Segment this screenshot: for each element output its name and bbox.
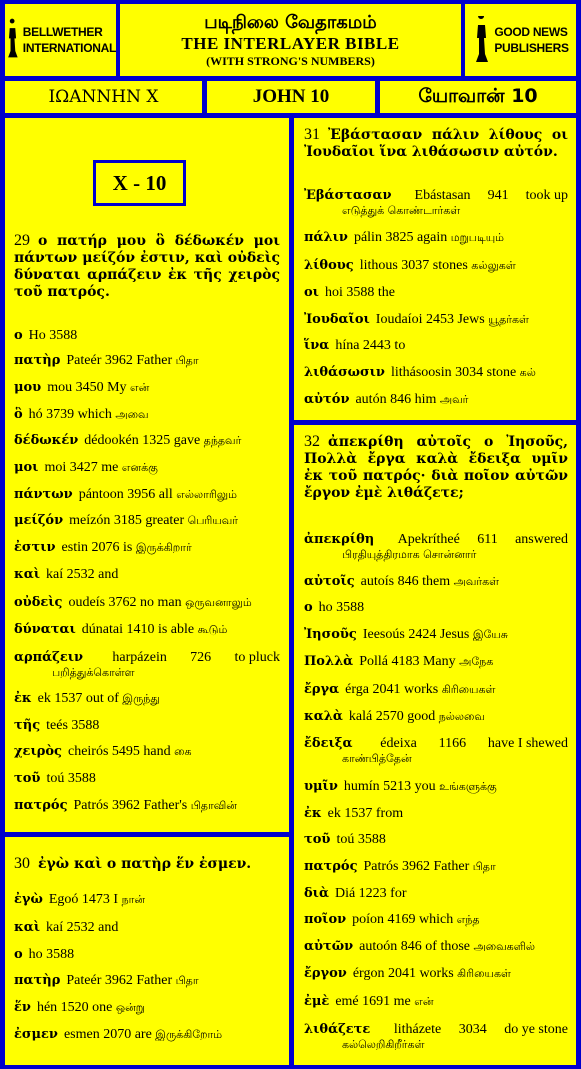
verse-30-text-block bbox=[14, 855, 280, 873]
word-row bbox=[14, 486, 237, 503]
praying-figure-icon bbox=[5, 16, 21, 64]
greek-word: υμῖν bbox=[304, 779, 338, 794]
transliteration: ek 1537 from bbox=[327, 806, 404, 821]
tamil-gloss: அவர் bbox=[436, 393, 469, 406]
word-row bbox=[14, 1026, 222, 1043]
word-row bbox=[304, 599, 364, 616]
greek-word: καὶ bbox=[14, 920, 41, 935]
right-logo-text bbox=[494, 24, 568, 56]
transliteration: Egoó 1473 I bbox=[48, 892, 119, 907]
transliteration-part: 611 bbox=[477, 532, 498, 547]
word-row bbox=[14, 512, 238, 529]
word-row bbox=[304, 573, 499, 590]
word-row bbox=[14, 621, 227, 638]
greek-word: ἐκ bbox=[14, 691, 32, 706]
greek-word: λιθάζετε bbox=[304, 1022, 371, 1037]
greek-word: αὐτοῖς bbox=[304, 574, 355, 589]
tamil-gloss: இயேசு bbox=[469, 628, 508, 641]
word-row bbox=[14, 327, 77, 344]
title-header bbox=[120, 4, 461, 76]
greek-word: ο bbox=[304, 600, 313, 615]
nav-greek-book: ΙΩΑΝΝΗΝ Χ bbox=[5, 81, 202, 113]
word-row bbox=[304, 965, 511, 982]
word-row bbox=[304, 337, 405, 354]
word-row bbox=[304, 364, 536, 381]
tamil-gloss: பிதா bbox=[469, 860, 496, 873]
word-row bbox=[304, 993, 434, 1010]
greek-word: Ἰησοῦς bbox=[304, 627, 357, 642]
tamil-gloss: நான் bbox=[118, 893, 146, 906]
transliteration: dúnatai 1410 is able bbox=[81, 622, 195, 637]
greek-word: διὰ bbox=[304, 886, 329, 901]
word-row bbox=[304, 187, 568, 204]
tamil-gloss: அநேக bbox=[455, 655, 494, 668]
transliteration-part: do ye stone bbox=[504, 1022, 568, 1037]
greek-word: πάντων bbox=[14, 487, 73, 502]
greek-word: καλὰ bbox=[304, 709, 343, 724]
tamil-gloss: கிரியைகள் bbox=[438, 683, 496, 696]
verse-31-text-block bbox=[304, 126, 568, 161]
word-row bbox=[14, 999, 145, 1016]
transliteration: estin 2076 is bbox=[61, 540, 133, 555]
transliteration: érga 2041 works bbox=[345, 682, 439, 697]
word-row bbox=[14, 539, 192, 556]
greek-word: ἔδειξα bbox=[304, 736, 353, 751]
greek-word: ἕν bbox=[14, 1000, 31, 1015]
transliteration-part: Ebástasan bbox=[414, 188, 471, 203]
word-row bbox=[14, 649, 280, 666]
greek-word: καὶ bbox=[14, 567, 41, 582]
greek-word: ἔργον bbox=[304, 966, 347, 981]
transliteration-part: harpázein bbox=[112, 650, 167, 665]
greek-word: τοῦ bbox=[304, 832, 331, 847]
transliteration: hína 2443 to bbox=[335, 338, 406, 353]
transliteration-part: 1166 bbox=[438, 736, 467, 751]
transliteration-part: édeixa bbox=[380, 736, 417, 751]
right-logo-line-1: GOOD NEWS bbox=[494, 25, 568, 39]
tamil-gloss: மறுபடியும் bbox=[447, 231, 505, 244]
greek-word: αὐτῶν bbox=[304, 939, 354, 954]
tamil-gloss: பிதா bbox=[172, 974, 199, 987]
transliteration: mou 3450 My bbox=[47, 380, 127, 395]
tamil-gloss: ஒருவனாலும் bbox=[181, 596, 252, 609]
transliteration: pántoon 3956 all bbox=[78, 487, 173, 502]
greek-word: δέδωκέν bbox=[14, 433, 79, 448]
title-tamil: படிநிலை வேதாகமம் bbox=[204, 12, 377, 33]
transliteration-part: 726 bbox=[190, 650, 212, 665]
greek-word: αρπάζειν bbox=[14, 650, 84, 665]
transliteration: Patrós 3962 Father's bbox=[73, 798, 188, 813]
tamil-gloss: பிரதியுத்திரமாக சொன்னார் bbox=[342, 548, 477, 561]
transliteration: Diá 1223 for bbox=[334, 886, 407, 901]
transliteration: Pateér 3962 Father bbox=[66, 353, 173, 368]
greek-word: δύναται bbox=[14, 622, 76, 637]
verse-text: ἐγὼ καὶ ο πατὴρ ἕν ἐσμεν. bbox=[38, 856, 252, 872]
word-row bbox=[304, 531, 568, 548]
chapter-label: X - 10 bbox=[93, 160, 186, 206]
transliteration: lithous 3037 stones bbox=[359, 258, 468, 273]
word-row bbox=[304, 858, 496, 875]
greek-word: Ἐβάστασαν bbox=[304, 188, 392, 203]
transliteration: cheirós 5495 hand bbox=[67, 744, 171, 759]
word-row bbox=[14, 690, 160, 707]
word-row bbox=[14, 459, 158, 476]
greek-word: χειρὸς bbox=[14, 744, 62, 759]
tamil-gloss: பறித்துக்கொள்ள bbox=[52, 666, 135, 679]
transliteration: Ieesoús 2424 Jesus bbox=[362, 627, 470, 642]
transliteration: lithásoosin 3034 stone bbox=[390, 365, 517, 380]
word-row bbox=[304, 653, 493, 670]
transliteration: autoís 846 them bbox=[360, 574, 451, 589]
greek-word: πατρός bbox=[14, 798, 68, 813]
greek-word: Ἰουδαῖοι bbox=[304, 312, 370, 327]
transliteration-part: answered bbox=[515, 532, 568, 547]
left-logo-line-1: BELLWETHER bbox=[22, 25, 103, 39]
tamil-gloss: உங்களுக்கு bbox=[435, 780, 497, 793]
word-row bbox=[14, 797, 237, 814]
word-row bbox=[304, 391, 468, 408]
transliteration: érgon 2041 works bbox=[352, 966, 454, 981]
transliteration: hén 1520 one bbox=[36, 1000, 113, 1015]
word-row bbox=[14, 594, 252, 611]
greek-word: ἐμὲ bbox=[304, 994, 330, 1009]
transliteration: Pateér 3962 Father bbox=[66, 973, 173, 988]
tamil-gloss: பெரியவர் bbox=[184, 514, 239, 527]
transliteration: ho 3588 bbox=[28, 947, 75, 962]
tamil-gloss: ஒன்று bbox=[112, 1001, 145, 1014]
transliteration: kalá 2570 good bbox=[348, 709, 436, 724]
transliteration: ho 3588 bbox=[318, 600, 365, 615]
word-row bbox=[304, 681, 495, 698]
word-row bbox=[14, 406, 149, 423]
tamil-gloss: பிதாவின் bbox=[187, 799, 237, 812]
word-row bbox=[14, 891, 145, 908]
greek-word: ἔργα bbox=[304, 682, 340, 697]
greek-word: οὐδεὶς bbox=[14, 595, 63, 610]
verse-32-text-block bbox=[304, 433, 568, 502]
word-row bbox=[14, 352, 199, 369]
greek-word: οι bbox=[304, 285, 319, 300]
verse-text: ἀπεκρίθη αὐτοῖς ο Ἰησοῦς, Πολλὰ ἔργα καλὰ ἔδειξα υμῖν ἐκ τοῦ πατρός· διὰ ποῖον αὐτῶν ἔργον ἐμὲ λιθάζετε; bbox=[304, 434, 568, 501]
greek-word: λιθάσωσιν bbox=[304, 365, 385, 380]
greek-word: ἐκ bbox=[304, 806, 322, 821]
tamil-gloss: நல்லவை bbox=[435, 710, 485, 723]
verse-number: 30 bbox=[14, 855, 30, 872]
transliteration: Pollá 4183 Many bbox=[359, 654, 456, 669]
transliteration: dédookén 1325 gave bbox=[84, 433, 201, 448]
word-row bbox=[14, 566, 118, 583]
nav-tamil-book: யோவான் 10 bbox=[380, 81, 576, 113]
bellwether-logo bbox=[5, 4, 116, 76]
word-row bbox=[304, 626, 508, 643]
greek-word: λίθους bbox=[304, 258, 354, 273]
tamil-gloss: கிரியைகள் bbox=[453, 967, 511, 980]
greek-word: ἐγὼ bbox=[14, 892, 43, 907]
greek-word: Πολλὰ bbox=[304, 654, 354, 669]
tamil-gloss: எனக்கு bbox=[118, 461, 158, 474]
word-row bbox=[304, 257, 516, 274]
tamil-gloss: தந்தவர் bbox=[200, 434, 242, 447]
greek-word: μείζόν bbox=[14, 513, 64, 528]
nav-english-book: JOHN 10 bbox=[207, 81, 375, 113]
transliteration: toú 3588 bbox=[336, 832, 386, 847]
word-row bbox=[14, 770, 96, 787]
transliteration: esmen 2070 are bbox=[63, 1027, 152, 1042]
tamil-gloss: எந்த bbox=[453, 913, 480, 926]
transliteration-part: to pluck bbox=[234, 650, 280, 665]
subtitle: (WITH STRONG'S NUMBERS) bbox=[206, 54, 375, 68]
transliteration: emé 1691 me bbox=[335, 994, 411, 1009]
right-logo-line-2: PUBLISHERS bbox=[494, 41, 569, 55]
transliteration: kaí 2532 and bbox=[46, 567, 119, 582]
left-logo-text bbox=[23, 24, 116, 56]
word-row bbox=[304, 229, 504, 246]
transliteration: autón 846 him bbox=[355, 392, 437, 407]
tamil-gloss: அவை bbox=[111, 408, 149, 421]
tamil-gloss: கல் bbox=[516, 366, 536, 379]
word-row bbox=[304, 885, 407, 902]
word-row bbox=[304, 284, 395, 301]
tamil-gloss: பிதா bbox=[172, 354, 199, 367]
word-row bbox=[304, 708, 485, 725]
transliteration: pálin 3825 again bbox=[353, 230, 448, 245]
greek-word: ἐσμεν bbox=[14, 1027, 58, 1042]
tamil-gloss: எடுத்துக் கொண்டார்கள் bbox=[342, 204, 461, 217]
verse-29-text-block bbox=[14, 232, 280, 301]
transliteration-part: Apekrítheé bbox=[397, 532, 460, 547]
greek-word: πατὴρ bbox=[14, 973, 61, 988]
transliteration: ek 1537 out of bbox=[37, 691, 119, 706]
tamil-gloss: என் bbox=[126, 381, 150, 394]
transliteration: hoi 3588 the bbox=[324, 285, 395, 300]
tamil-gloss: கை bbox=[170, 745, 192, 758]
verse-number: 29 bbox=[14, 232, 30, 249]
verse-text: Ἐβάστασαν πάλιν λίθους οι Ἰουδαῖοι ἵνα λιθάσωσιν αὐτόν. bbox=[304, 127, 568, 160]
word-row bbox=[304, 1021, 568, 1038]
greek-word: ἵνα bbox=[304, 338, 330, 353]
word-row bbox=[304, 805, 403, 822]
greek-word: τῆς bbox=[14, 718, 41, 733]
tamil-gloss: யூதர்கள் bbox=[484, 313, 529, 326]
transliteration-part: 941 bbox=[487, 188, 509, 203]
tamil-gloss: அவைகளில் bbox=[470, 940, 535, 953]
greek-word: πατὴρ bbox=[14, 353, 61, 368]
tamil-gloss: கல்லுகள் bbox=[467, 259, 516, 272]
tamil-gloss: எல்லாரிலும் bbox=[172, 488, 237, 501]
verse-text: ο πατήρ μου ὃ δέδωκέν μοι πάντων μείζόν ἐστιν, καὶ οὐδεὶς δύναται αρπάζειν ἐκ τῆς χειρὸς τοῦ πατρός. bbox=[14, 233, 280, 300]
praying-figure-icon bbox=[472, 16, 492, 64]
greek-word: τοῦ bbox=[14, 771, 41, 786]
word-row bbox=[304, 735, 568, 752]
good-news-logo bbox=[465, 4, 576, 76]
transliteration: Ioudaíoi 2453 Jews bbox=[375, 312, 485, 327]
transliteration: Patrós 3962 Father bbox=[363, 859, 470, 874]
greek-word: πατρός bbox=[304, 859, 358, 874]
verse-number: 32 bbox=[304, 433, 320, 450]
word-row bbox=[304, 778, 497, 795]
tamil-gloss: இருக்கிறார் bbox=[132, 541, 192, 554]
tamil-gloss: கல்லெறிகிறீர்கள் bbox=[342, 1038, 425, 1051]
tamil-gloss: அவர்கள் bbox=[450, 575, 500, 588]
transliteration-part: took up bbox=[525, 188, 568, 203]
greek-word: ο bbox=[14, 328, 23, 343]
greek-word: ο bbox=[14, 947, 23, 962]
verse-number: 31 bbox=[304, 126, 320, 143]
transliteration: hó 3739 which bbox=[28, 407, 112, 422]
transliteration-part: litházete bbox=[393, 1022, 442, 1037]
word-row bbox=[304, 831, 386, 848]
greek-word: πάλιν bbox=[304, 230, 348, 245]
greek-word: αὐτόν bbox=[304, 392, 350, 407]
transliteration: kaí 2532 and bbox=[46, 920, 119, 935]
word-row bbox=[14, 919, 118, 936]
transliteration: meízón 3185 greater bbox=[69, 513, 185, 528]
greek-word: ἀπεκρίθη bbox=[304, 532, 375, 547]
word-row bbox=[14, 946, 74, 963]
transliteration: toú 3588 bbox=[46, 771, 96, 786]
word-row bbox=[14, 432, 241, 449]
transliteration-part: have I shewed bbox=[487, 736, 568, 751]
word-row bbox=[304, 911, 480, 928]
left-logo-line-2: INTERNATIONAL bbox=[22, 41, 116, 55]
transliteration: Ho 3588 bbox=[28, 328, 78, 343]
word-row bbox=[304, 938, 535, 955]
greek-word: ποῖον bbox=[304, 912, 347, 927]
transliteration-part: 3034 bbox=[458, 1022, 487, 1037]
tamil-gloss: காண்பித்தேன் bbox=[342, 752, 412, 765]
greek-word: μου bbox=[14, 380, 42, 395]
tamil-gloss: என் bbox=[410, 995, 434, 1008]
greek-word: μοι bbox=[14, 460, 39, 475]
greek-word: ὃ bbox=[14, 407, 23, 422]
word-row bbox=[14, 743, 192, 760]
tamil-gloss: இருந்து bbox=[118, 692, 160, 705]
greek-word: ἐστιν bbox=[14, 540, 56, 555]
tamil-gloss: கூடும் bbox=[194, 623, 228, 636]
word-row bbox=[14, 972, 199, 989]
word-row bbox=[14, 717, 99, 734]
transliteration: teés 3588 bbox=[46, 718, 100, 733]
word-row bbox=[304, 311, 529, 328]
word-row bbox=[14, 379, 149, 396]
title-english: THE INTERLAYER BIBLE bbox=[181, 34, 400, 53]
tamil-gloss: இருக்கிறோம் bbox=[151, 1028, 223, 1041]
transliteration: poíon 4169 which bbox=[352, 912, 454, 927]
transliteration: autoón 846 of those bbox=[359, 939, 470, 954]
transliteration: moi 3427 me bbox=[44, 460, 119, 475]
transliteration: oudeís 3762 no man bbox=[68, 595, 182, 610]
transliteration: humín 5213 you bbox=[343, 779, 436, 794]
